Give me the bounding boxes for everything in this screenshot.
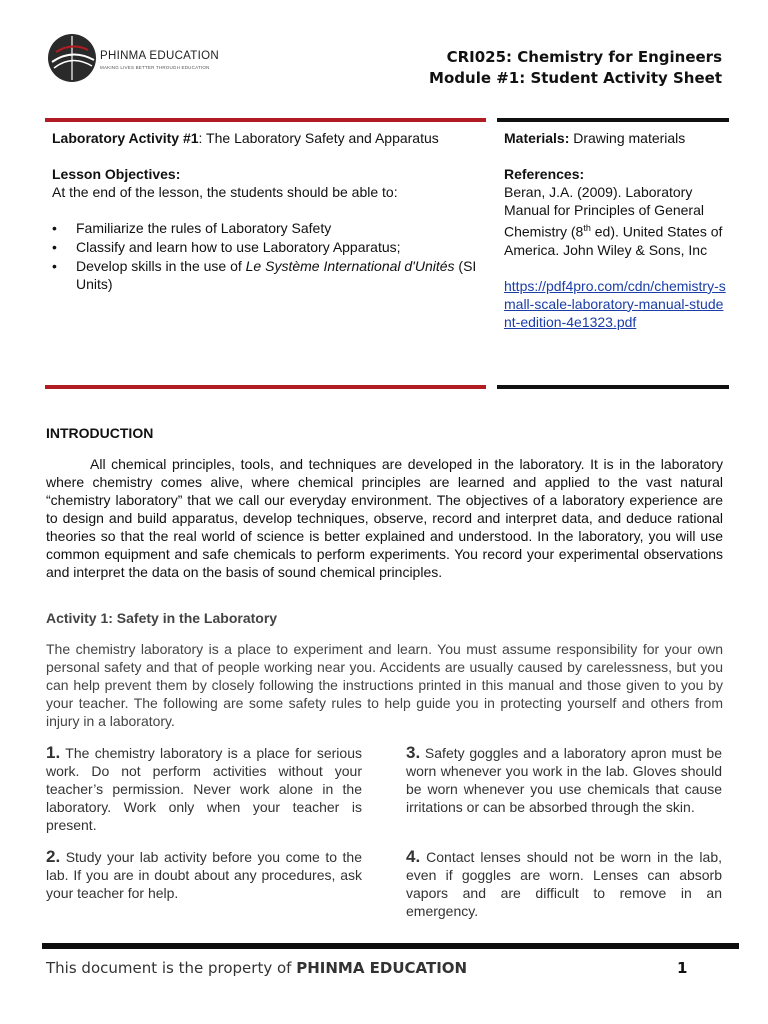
- rule-text: Study your lab activity before you come to the lab. If you are in doubt about any procedures, ask your teacher for help.: [46, 849, 362, 901]
- reference-citation: Beran, J.A. (2009). Laboratory Manual for Principles of General Chemistry (8th ed). United States of America. John Wiley & Sons, Inc: [504, 184, 723, 258]
- rule-number: 4.: [406, 847, 421, 866]
- info-bottom-red-bar: [45, 385, 486, 389]
- bullet-icon: •: [52, 258, 57, 274]
- introduction-heading: INTRODUCTION: [46, 425, 154, 441]
- rule-number: 3.: [406, 743, 421, 762]
- page-number: 1: [677, 959, 688, 977]
- objectives-heading: Lesson Objectives:: [52, 166, 181, 182]
- list-item: • Develop skills in the use of Le Système International d'Unités (SI Units): [52, 258, 477, 292]
- rule-number: 2.: [46, 847, 61, 866]
- course-line-2: Module #1: Student Activity Sheet: [429, 69, 722, 87]
- bullet-icon: •: [52, 220, 57, 236]
- materials-line: [504, 129, 729, 147]
- safety-rule-1: [46, 744, 362, 834]
- rule-number: 1.: [46, 743, 61, 762]
- materials-label: Materials:: [504, 130, 570, 146]
- references-heading: References:: [504, 166, 585, 182]
- list-item: • Familiarize the rules of Laboratory Safety: [52, 220, 332, 236]
- safety-rule-3: [406, 744, 722, 816]
- activity-heading: Activity 1: Safety in the Laboratory: [46, 610, 278, 626]
- objectives-list: [52, 219, 482, 293]
- activity-title-text: : The Laboratory Safety and Apparatus: [198, 130, 439, 146]
- logo-name: PHINMA EDUCATION: [100, 50, 219, 62]
- safety-rule-2: [46, 848, 362, 902]
- logo-tagline: MAKING LIVES BETTER THROUGH EDUCATION: [100, 65, 210, 70]
- materials-value: Drawing materials: [569, 130, 686, 146]
- objectives-intro: At the end of the lesson, the students should be able to:: [52, 184, 398, 200]
- activity-info: [52, 129, 482, 294]
- reference-link[interactable]: https://pdf4pro.com/cdn/chemistry-small-scale-laboratory-manual-student-edition-4e1323.pdf: [504, 277, 726, 330]
- rule-text: Safety goggles and a laboratory apron must be worn whenever you work in the lab. Gloves should be worn whenever you use chemicals that cause irritations or can be absorbed through the skin.: [406, 745, 722, 815]
- list-item: • Classify and learn how to use Laboratory Apparatus;: [52, 239, 401, 255]
- si-name: Le Système International d'Unités: [245, 258, 455, 274]
- footer-rule: [42, 943, 739, 949]
- bullet-icon: •: [52, 239, 57, 255]
- activity-title: [52, 129, 482, 147]
- introduction-paragraph: All chemical principles, tools, and techniques are developed in the laboratory. It is in the laboratory where chemistry comes alive, where chemical principles are learned and applied to the vast natural “chemistry laboratory” that we call our everyday environment. The objectives of a laboratory experience are to design and build apparatus, develop techniques, observe, record and interpret data, and deduce rational theories so that the real world of science is better explained and understood. In the laboratory, you will use common equipment and safe chemicals to perform experiments. You record your experimental observations and interpret the data on the basis of sound chemical principles.: [46, 456, 723, 580]
- rule-text: The chemistry laboratory is a place for serious work. Do not perform activities without your teacher’s permission. Never work alone in the laboratory. Work only when your teacher is present.: [46, 745, 362, 833]
- materials-references: [504, 129, 729, 331]
- rule-text: Contact lenses should not be worn in the lab, even if goggles are worn. Lenses can absorb vapors and are difficult to remove in an emergency.: [406, 849, 722, 919]
- activity-label: Laboratory Activity #1: [52, 130, 199, 146]
- phinma-emblem-icon: [46, 32, 98, 84]
- footer-ownership: This document is the property of PHINMA EDUCATION: [46, 959, 468, 977]
- course-line-1: CRI025: Chemistry for Engineers: [446, 48, 722, 66]
- activity-paragraph: The chemistry laboratory is a place to experiment and learn. You must assume responsibility for your own personal safety and that of people working near you. Accidents are usually caused by carelessness, but you can help prevent them by closely following the instructions printed in this manual and those given to you by your teacher. The following are some safety rules to help guide you in protecting yourself and others from injury in a laboratory.: [46, 641, 723, 729]
- footer-company: PHINMA EDUCATION: [296, 959, 468, 977]
- info-bottom-black-bar: [497, 385, 729, 389]
- info-top-black-bar: [497, 118, 729, 122]
- course-title: [429, 47, 722, 89]
- safety-rule-4: [406, 848, 722, 920]
- info-top-red-bar: [45, 118, 486, 122]
